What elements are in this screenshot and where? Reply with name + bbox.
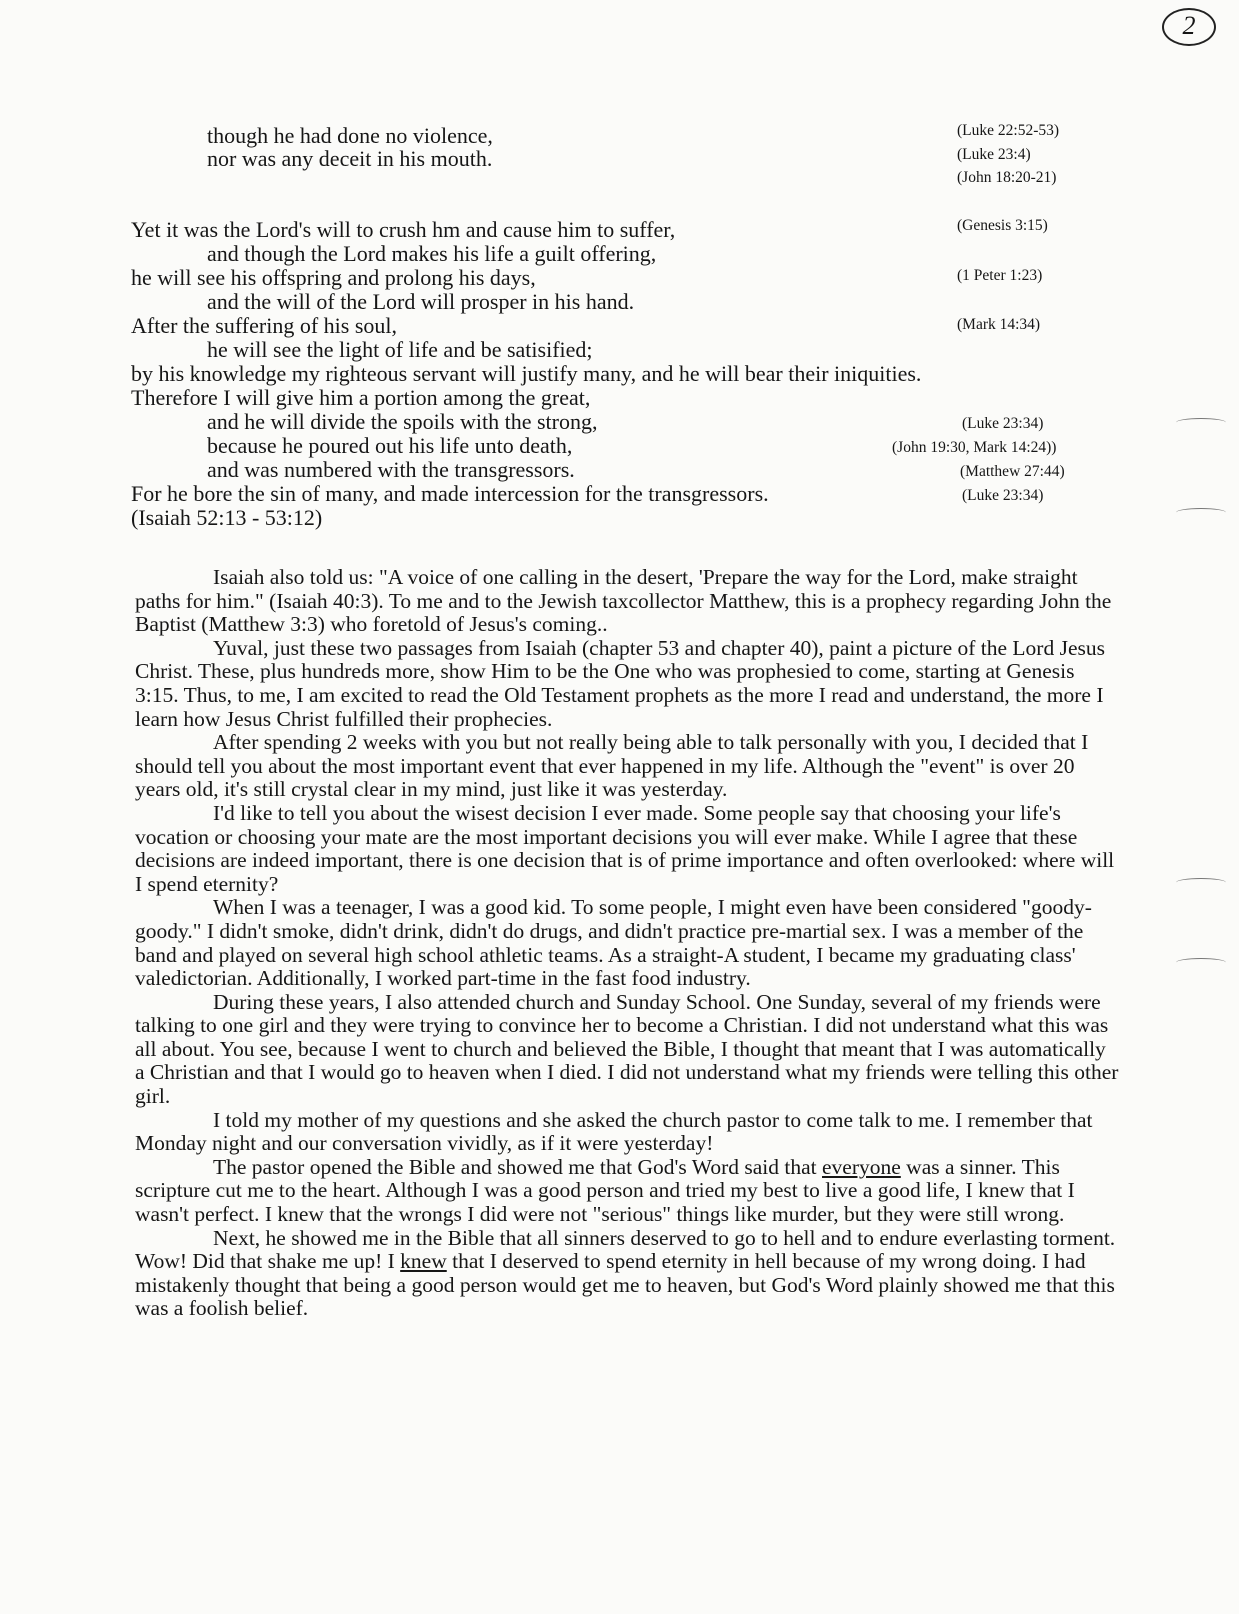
scripture-reference: (John 18:20-21) bbox=[957, 169, 1057, 186]
scan-mark bbox=[1176, 418, 1226, 427]
paragraph-text: was a sinner. This scripture cut me to the heart. Although I was a good person and tried my best to live a good life, I knew that I wasn't perfect. I knew that the wrongs I did were not "serious" things like murder, but they were still wrong. bbox=[135, 1154, 1075, 1227]
scripture-reference: (Genesis 3:15) bbox=[957, 217, 1048, 234]
scripture-reference: (Luke 23:34) bbox=[962, 415, 1044, 432]
poem-line: Yet it was the Lord's will to crush hm and cause him to suffer, bbox=[131, 217, 676, 242]
paragraph-text: that I deserved to spend eternity in hell because of my wrong doing. I had mistakenly thought that being a good person would get me to heaven, but God's Word plainly showed me that this was a foolish belief. bbox=[135, 1249, 1115, 1321]
body-paragraph bbox=[135, 566, 1120, 637]
poem-line: because he poured out his life unto death, bbox=[207, 433, 573, 458]
paragraph-text: I'd like to tell you about the wisest decision I ever made. Some people say that choosing your life's vocation or choosing your mate are the most important decisions you will ever make. While I agree that these decisions are indeed important, there is one decision that is of prime importance and often overlooked: where will I spend eternity? bbox=[135, 800, 1115, 896]
scripture-reference: (Matthew 27:44) bbox=[960, 463, 1065, 480]
paragraph-text: I told my mother of my questions and she asked the church pastor to come talk to me. I remember that Monday night and our conversation vividly, as if it were yesterday! bbox=[135, 1107, 1093, 1156]
poem-line: After the suffering of his soul, bbox=[131, 313, 397, 338]
underlined-word: knew bbox=[400, 1249, 447, 1274]
scripture-reference: (Mark 14:34) bbox=[957, 316, 1041, 333]
scan-mark bbox=[1176, 508, 1226, 517]
scripture-reference: (Luke 22:52-53) bbox=[957, 122, 1060, 139]
body-paragraph bbox=[135, 896, 1120, 990]
poem-line: and though the Lord makes his life a guilt offering, bbox=[207, 241, 657, 266]
body-paragraph bbox=[135, 637, 1120, 731]
paragraph-text: Isaiah also told us: "A voice of one calling in the desert, 'Prepare the way for the Lord, make straight paths for him." (Isaiah 40:3). To me and to the Jewish taxcollector Matthew, this is a prophecy regarding John the Baptist (Matthew 3:3) who foretold of Jesus's coming.. bbox=[135, 565, 1112, 637]
scripture-reference: (Luke 23:4) bbox=[957, 146, 1031, 163]
paragraph-text: When I was a teenager, I was a good kid. To some people, I might even have been considered "goody-goody." I didn't smoke, didn't drink, didn't do drugs, and didn't practice pre-martial sex. I was a member of the band and played on several high school athletic teams. As a straight-A student, I became my graduating class' valedictorian. Additionally, I worked part-time in the fast food industry. bbox=[135, 895, 1092, 991]
paragraph-text: During these years, I also attended church and Sunday School. One Sunday, several of my friends were talking to one girl and they were trying to convince her to become a Christian. I did not understand what this was all about. You see, because I went to church and believed the Bible, I thought that meant that I was automatically a Christian and that I would go to heaven when I died. I did not understand what my friends were telling this other girl. bbox=[135, 989, 1119, 1109]
poem-line: and the will of the Lord will prosper in his hand. bbox=[207, 289, 635, 314]
page-number-circled: 2 bbox=[1162, 8, 1216, 46]
body-paragraph bbox=[135, 991, 1120, 1109]
body-paragraph bbox=[135, 1227, 1120, 1321]
body-paragraph bbox=[135, 731, 1120, 802]
paragraph-text: Next, he showed me in the Bible that all sinners deserved to go to hell and to endure everlasting torment. Wow! Did that shake me up! I bbox=[135, 1225, 1116, 1274]
paragraph-text: After spending 2 weeks with you but not really being able to talk personally with you, I decided that I should tell you about the most important event that ever happened in my life. Although the "event" is over 20 years old, it's still crystal clear in my mind, just like it was yesterday. bbox=[135, 730, 1089, 802]
scripture-reference: (John 19:30, Mark 14:24)) bbox=[892, 439, 1057, 456]
poem-line: though he had done no violence, bbox=[207, 123, 493, 148]
body-paragraph bbox=[135, 1109, 1120, 1156]
scan-mark bbox=[1176, 878, 1226, 887]
underlined-word: everyone bbox=[822, 1154, 901, 1179]
poem-line: and he will divide the spoils with the strong, bbox=[207, 409, 598, 434]
scan-mark bbox=[1176, 958, 1226, 967]
poem-line: For he bore the sin of many, and made intercession for the transgressors. bbox=[131, 481, 769, 506]
poem-line: nor was any deceit in his mouth. bbox=[207, 146, 493, 171]
body-paragraph bbox=[135, 1156, 1120, 1227]
paragraph-text: Yuval, just these two passages from Isaiah (chapter 53 and chapter 40), paint a picture of the Lord Jesus Christ. These, plus hundreds more, show Him to be the One who was prophesied to come, starting at Genesis 3:15. Thus, to me, I am excited to read the Old Testament prophets as the more I read and understand, the more I learn how Jesus Christ fulfilled their prophecies. bbox=[135, 635, 1105, 731]
letter-body bbox=[135, 566, 1120, 1321]
body-paragraph bbox=[135, 802, 1120, 896]
poem-line: and was numbered with the transgressors. bbox=[207, 457, 575, 482]
poem-line: he will see his offspring and prolong his days, bbox=[131, 265, 536, 290]
poem-line: (Isaiah 52:13 - 53:12) bbox=[131, 505, 323, 530]
poem-line: he will see the light of life and be satisified; bbox=[207, 337, 593, 362]
poem-line: Therefore I will give him a portion among the great, bbox=[131, 385, 591, 410]
poem-line: by his knowledge my righteous servant will justify many, and he will bear their iniquities. bbox=[131, 361, 922, 386]
paragraph-text: The pastor opened the Bible and showed me that God's Word said that bbox=[213, 1154, 822, 1179]
scripture-reference: (Luke 23:34) bbox=[962, 487, 1044, 504]
scripture-reference: (1 Peter 1:23) bbox=[957, 267, 1043, 284]
